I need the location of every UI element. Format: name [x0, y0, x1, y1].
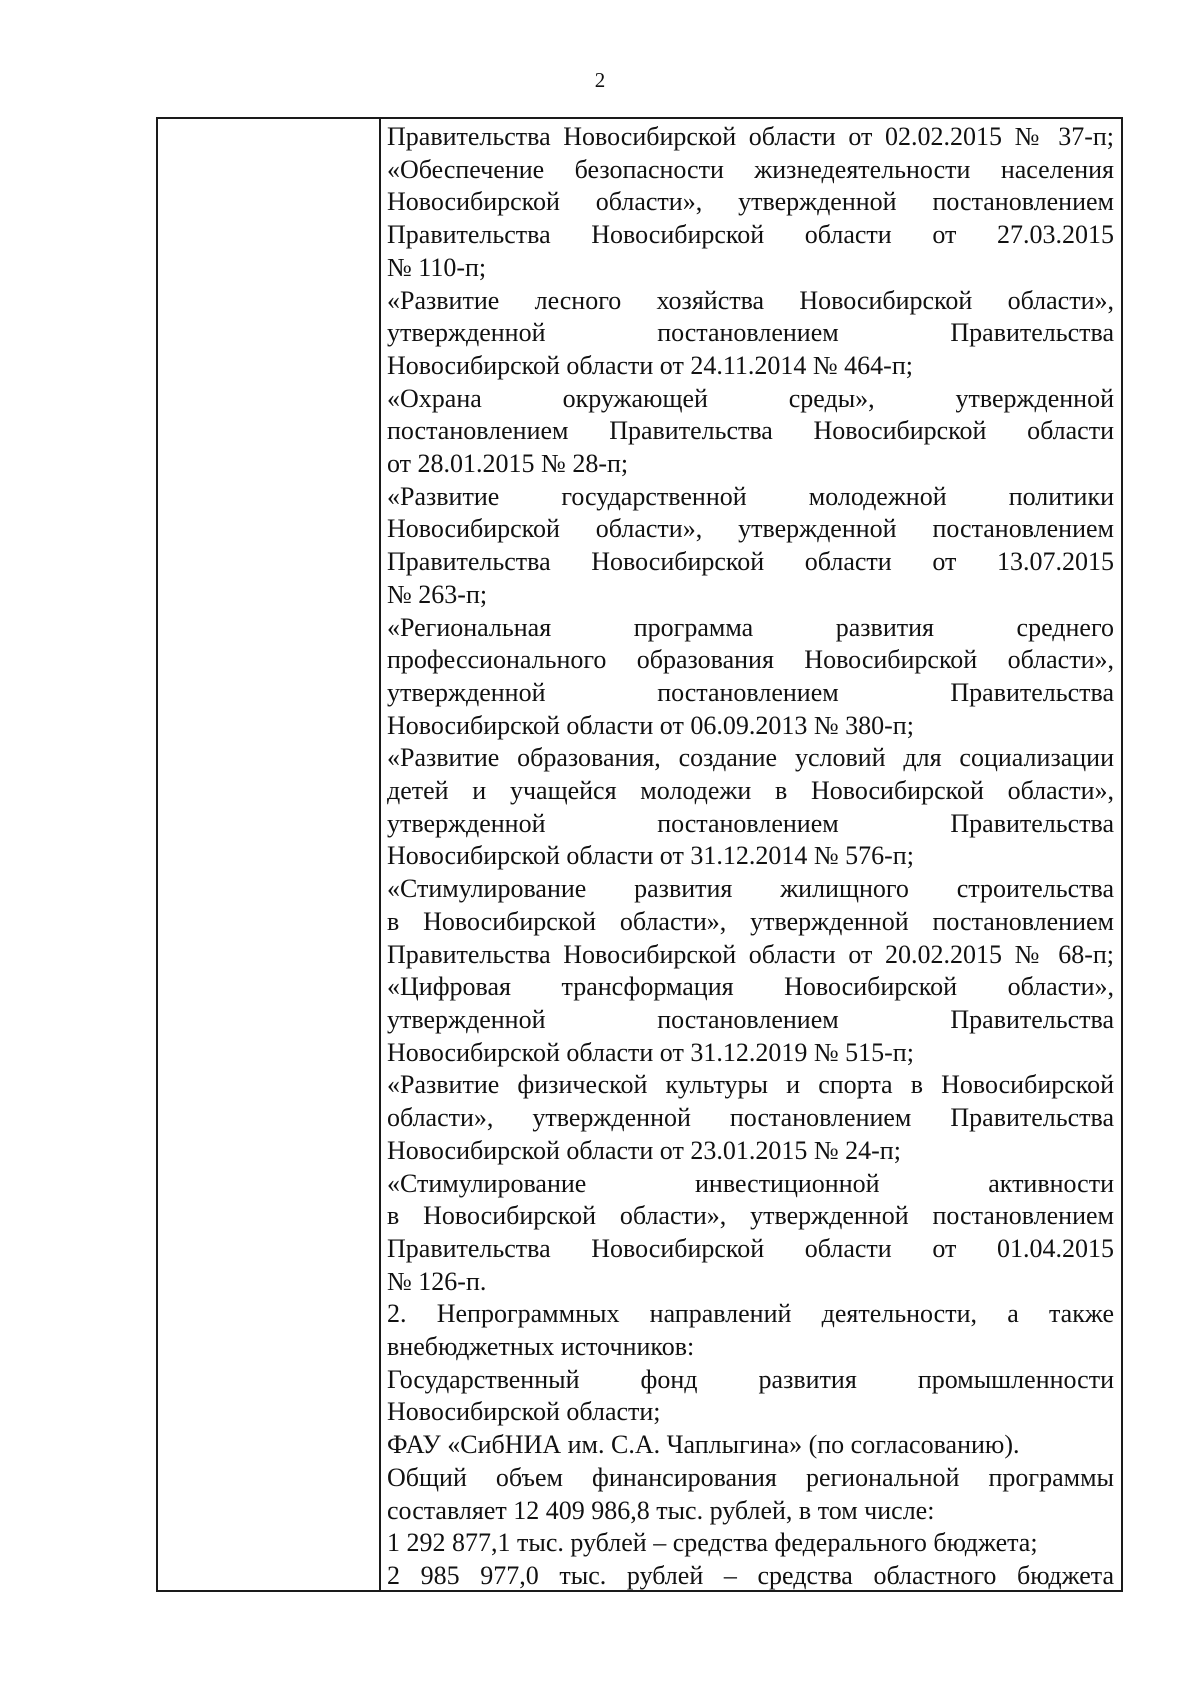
text-line: «Стимулирование развития жилищного строительства: [387, 874, 1114, 904]
text-line: ФАУ «СибНИА им. С.А. Чаплыгина» (по согласованию).: [387, 1430, 1020, 1460]
text-line: Правительства Новосибирской области от 01.04.2015: [387, 1233, 1114, 1263]
text-line: 2. Непрограммных направлений деятельности, а также: [387, 1299, 1114, 1329]
text-line: «Стимулирование инвестиционной активности: [387, 1168, 1114, 1198]
text-line: Правительства Новосибирской области от 02.02.2015 № 37-п;: [387, 122, 1114, 151]
text-line: Правительства Новосибирской области от 20.02.2015 № 68-п;: [387, 939, 1114, 969]
paragraph: [387, 1069, 1114, 1167]
text-line: в Новосибирской области», утвержденной постановлением: [387, 1201, 1114, 1231]
paragraph: [387, 1168, 1114, 1299]
text-line: Общий объем финансирования региональной программы: [387, 1462, 1114, 1492]
text-line: Новосибирской области», утвержденной постановлением: [387, 514, 1114, 544]
table-left-cell: [158, 119, 381, 1590]
text-line: Правительства Новосибирской области от 27.03.2015: [387, 220, 1114, 250]
text-line: Новосибирской области от 24.11.2014 № 464-п;: [387, 350, 913, 380]
paragraph: [387, 742, 1114, 873]
paragraph: [387, 383, 1114, 481]
text-line: «Обеспечение безопасности жизнедеятельности населения: [387, 154, 1114, 184]
text-line: утвержденной постановлением Правительства: [387, 677, 1114, 707]
text-line: утвержденной постановлением Правительства: [387, 1004, 1114, 1034]
text-line: Государственный фонд развития промышленности: [387, 1364, 1114, 1394]
text-line: 2 985 977,0 тыс. рублей – средства областного бюджета: [387, 1560, 1114, 1590]
text-line: постановлением Правительства Новосибирской области: [387, 416, 1114, 446]
paragraph: [387, 1527, 1114, 1560]
paragraph: [387, 1364, 1114, 1429]
text-line: 1 292 877,1 тыс. рублей – средства федерального бюджета;: [387, 1528, 1038, 1558]
paragraph: [387, 612, 1114, 743]
paragraph: [387, 873, 1114, 971]
paragraph: [387, 481, 1114, 612]
content-table: [156, 117, 1123, 1592]
text-line: № 110-п;: [387, 252, 487, 282]
text-line: № 263-п;: [387, 579, 488, 609]
text-line: «Развитие физической культуры и спорта в Новосибирской: [387, 1070, 1114, 1100]
text-line: составляет 12 409 986,8 тыс. рублей, в том числе:: [387, 1495, 935, 1525]
text-line: Новосибирской области от 23.01.2015 № 24-п;: [387, 1135, 901, 1165]
text-line: утвержденной постановлением Правительства: [387, 318, 1114, 348]
text-line: в Новосибирской области», утвержденной постановлением: [387, 906, 1114, 936]
text-line: внебюджетных источников:: [387, 1332, 695, 1362]
paragraph: [387, 1298, 1114, 1363]
text-line: Новосибирской области от 31.12.2014 № 576-п;: [387, 841, 914, 871]
text-line: «Цифровая трансформация Новосибирской области»,: [387, 972, 1114, 1002]
text-line: Новосибирской области от 06.09.2013 № 380-п;: [387, 710, 914, 740]
text-line: детей и учащейся молодежи в Новосибирской области»,: [387, 776, 1114, 806]
paragraph: [387, 121, 1114, 154]
text-line: «Региональная программа развития среднего: [387, 612, 1114, 642]
text-line: «Развитие образования, создание условий для социализации: [387, 743, 1114, 773]
paragraph: [387, 1462, 1114, 1527]
text-line: Новосибирской области;: [387, 1397, 661, 1427]
table-right-cell: [381, 119, 1121, 1590]
text-line: Новосибирской области от 31.12.2019 № 515-п;: [387, 1037, 914, 1067]
text-line: Новосибирской области», утвержденной постановлением: [387, 187, 1114, 217]
text-line: от 28.01.2015 № 28-п;: [387, 449, 629, 479]
paragraph: [387, 1429, 1114, 1462]
paragraph: [387, 1560, 1114, 1590]
paragraph: [387, 154, 1114, 285]
text-line: утвержденной постановлением Правительства: [387, 808, 1114, 838]
text-line: Правительства Новосибирской области от 13.07.2015: [387, 547, 1114, 577]
text-line: «Развитие государственной молодежной политики: [387, 481, 1114, 511]
page-number: 2: [594, 68, 606, 92]
text-line: «Охрана окружающей среды», утвержденной: [387, 383, 1114, 413]
paragraph: [387, 285, 1114, 383]
text-line: профессионального образования Новосибирской области»,: [387, 645, 1114, 675]
text-line: № 126-п.: [387, 1266, 487, 1296]
text-line: области», утвержденной постановлением Правительства: [387, 1103, 1114, 1133]
text-line: «Развитие лесного хозяйства Новосибирской области»,: [387, 285, 1114, 315]
paragraph: [387, 971, 1114, 1069]
